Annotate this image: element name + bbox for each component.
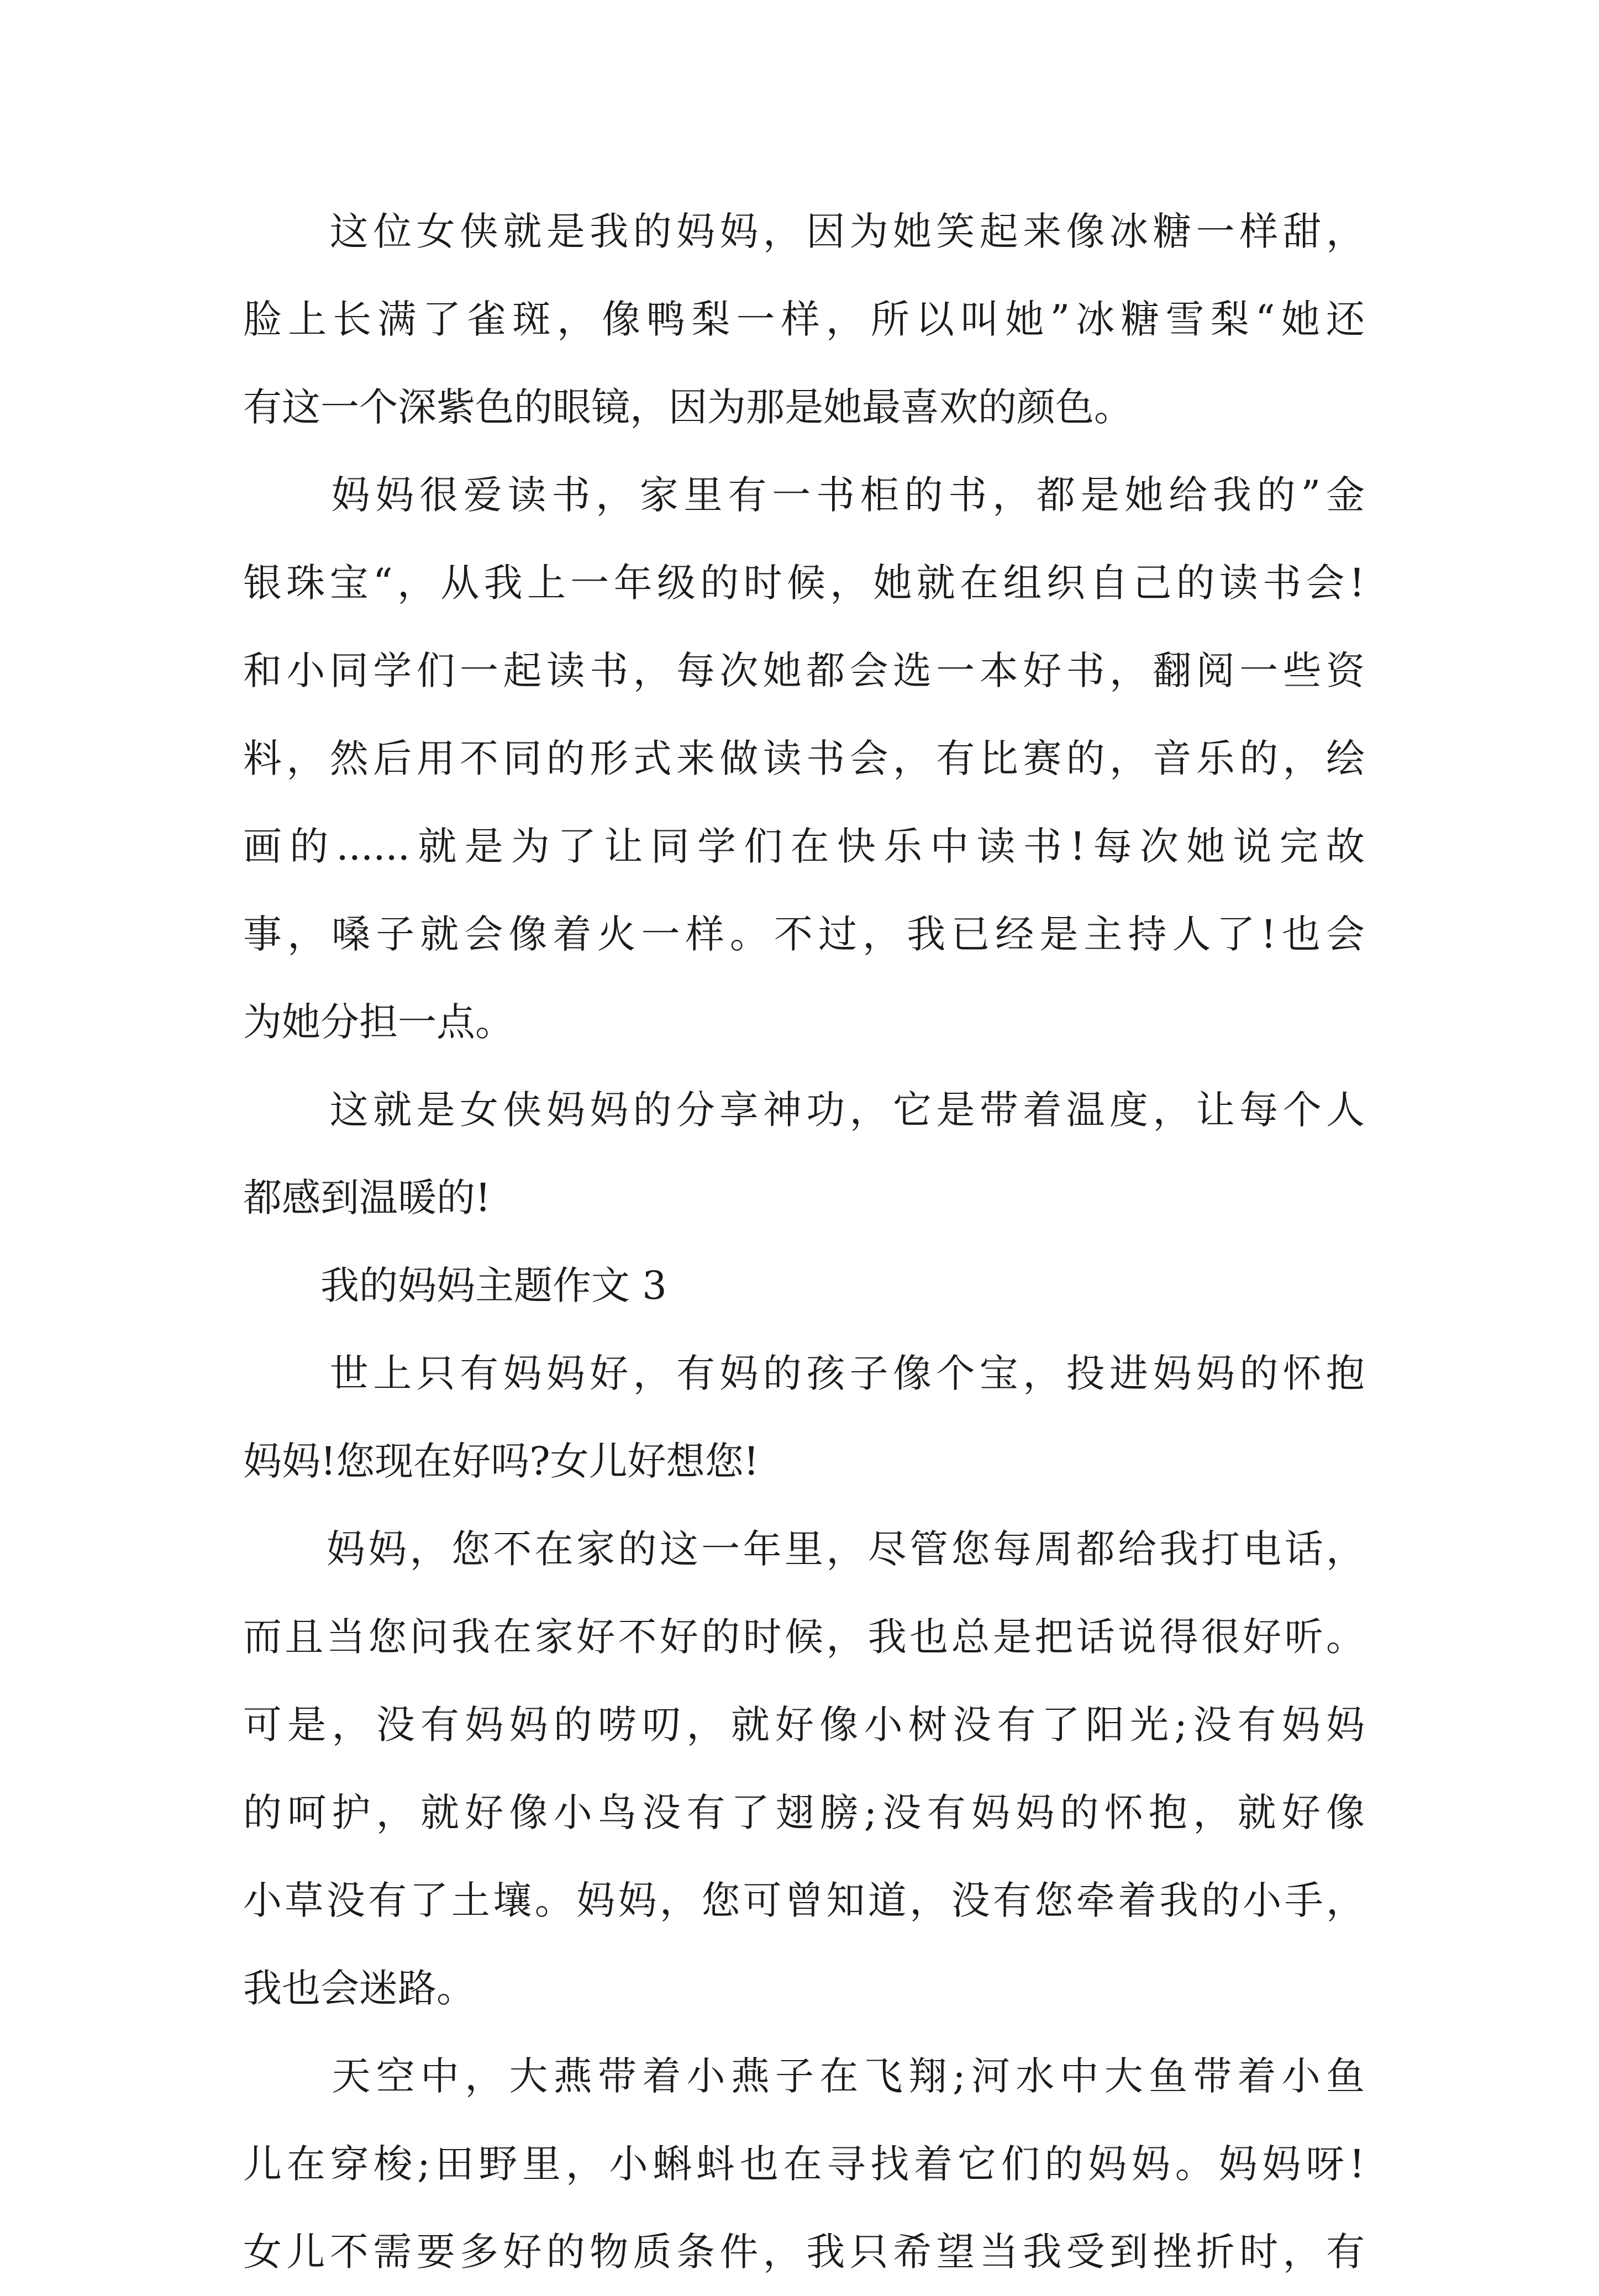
paragraph-6: [243, 2032, 1365, 2296]
essay-body: [243, 188, 1365, 2296]
text-line: 可是，没有妈妈的唠叨，就好像小树没有了阳光;没有妈妈: [243, 1702, 1365, 1747]
heading-line: 我的妈妈主题作文 3: [243, 1263, 667, 1308]
text-line: 妈妈!您现在好吗?女儿好想您!: [243, 1439, 759, 1484]
paragraph-1: [243, 188, 1365, 451]
paragraph-4: [243, 1330, 1365, 1505]
text-line: 和小同学们一起读书，每次她都会选一本好书，翻阅一些资: [243, 648, 1365, 693]
text-line: 画的......就是为了让同学们在快乐中读书!每次她说完故: [243, 824, 1365, 869]
text-line: 天空中，大燕带着小燕子在飞翔;河水中大鱼带着小鱼: [243, 2053, 1365, 2099]
section-heading: [243, 1242, 1365, 1330]
text-line: 银珠宝“，从我上一年级的时候，她就在组织自己的读书会!: [243, 560, 1365, 605]
text-line: 为她分担一点。: [243, 999, 514, 1045]
text-line: 有这一个深紫色的眼镜，因为那是她最喜欢的颜色。: [243, 385, 1133, 430]
text-line: 都感到温暖的!: [243, 1175, 491, 1220]
text-line: 儿在穿梭;田野里，小蝌蚪也在寻找着它们的妈妈。妈妈呀!: [243, 2141, 1365, 2187]
text-line: 世上只有妈妈好，有妈的孩子像个宝，投进妈妈的怀抱: [243, 1351, 1365, 1396]
paragraph-5: [243, 1505, 1365, 2032]
paragraph-3: [243, 1066, 1365, 1242]
text-line: 这就是女侠妈妈的分享神功，它是带着温度，让每个人: [243, 1087, 1365, 1133]
text-line: 我也会迷路。: [243, 1966, 475, 2011]
paragraph-2: [243, 451, 1365, 1066]
text-line: 的呵护，就好像小鸟没有了翅膀;没有妈妈的怀抱，就好像: [243, 1790, 1365, 1835]
text-line: 女儿不需要多好的物质条件，我只希望当我受到挫折时，有: [243, 2229, 1365, 2274]
text-line: 而且当您问我在家好不好的时候，我也总是把话说得很好听。: [243, 1614, 1365, 1660]
text-line: 小草没有了土壤。妈妈，您可曾知道，没有您牵着我的小手，: [243, 1878, 1365, 1923]
text-line: 妈妈很爱读书，家里有一书柜的书，都是她给我的”金: [243, 472, 1365, 518]
text-line: 这位女侠就是我的妈妈，因为她笑起来像冰糖一样甜，: [243, 209, 1365, 254]
text-line: 妈妈，您不在家的这一年里，尽管您每周都给我打电话，: [243, 1526, 1365, 1572]
text-line: 料，然后用不同的形式来做读书会，有比赛的，音乐的，绘: [243, 736, 1365, 781]
text-line: 事，嗓子就会像着火一样。不过，我已经是主持人了!也会: [243, 912, 1365, 957]
text-line: 脸上长满了雀斑，像鸭梨一样，所以叫她”冰糖雪梨“她还: [243, 297, 1365, 342]
